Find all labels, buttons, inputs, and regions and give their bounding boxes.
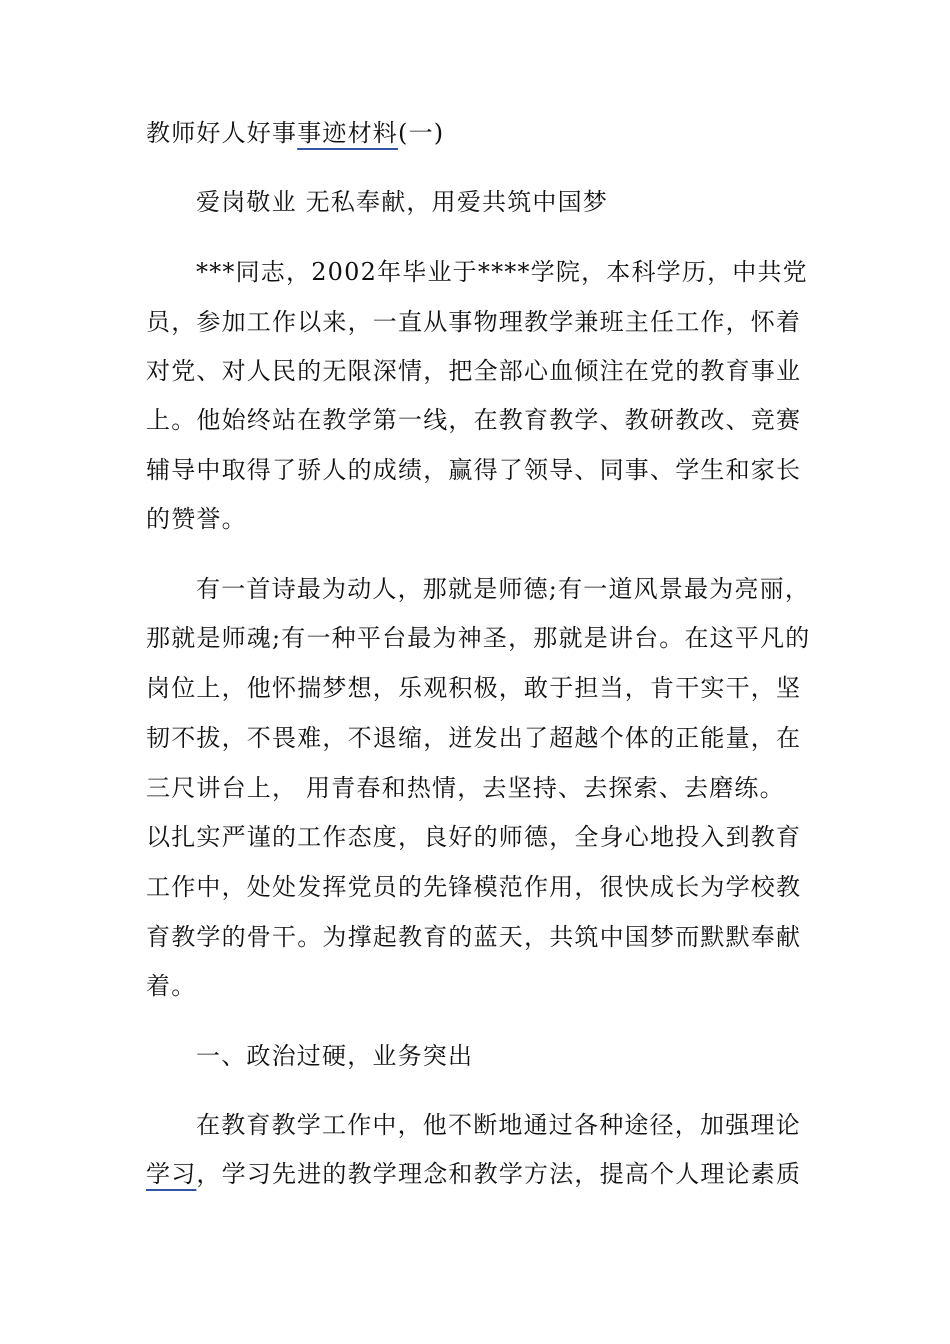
title-text: 教师好人好事 <box>146 119 298 147</box>
section-heading: 一、政治过硬，业务突出 <box>196 1042 474 1070</box>
paragraph-line: 着。 <box>146 972 197 1000</box>
paragraph-line: 的赞誉。 <box>146 505 247 533</box>
paragraph-line: 有一首诗最为动人，那就是师德;有一道风景最为亮丽， <box>196 575 811 603</box>
paragraph-line: 以扎实严谨的工作态度，良好的师德，全身心地投入到教育 <box>146 823 802 851</box>
paragraph-line: ***同志，2002年毕业于****学院，本科学历，中共党 <box>196 258 808 286</box>
paragraph-line: 岗位上，他怀揣梦想，乐观积极，敢于担当，肯干实干，坚 <box>146 674 802 702</box>
document-title <box>146 116 444 150</box>
paragraph-line <box>146 1157 801 1191</box>
paragraph-line: 员，参加工作以来，一直从事物理教学兼班主任工作，怀着 <box>146 308 802 336</box>
paragraph-text: ，学习先进的教学理念和教学方法，提高个人理论素质 <box>196 1160 802 1188</box>
document-subtitle: 爱岗敬业 无私奉献，用爱共筑中国梦 <box>196 188 609 216</box>
paragraph-line: 在教育教学工作中，他不断地通过各种途径，加强理论 <box>196 1111 801 1139</box>
paragraph-line: 上。他始终站在教学第一线，在教育教学、教研教改、竞赛 <box>146 406 802 434</box>
paragraph-line: 韧不拔，不畏难，不退缩，迸发出了超越个体的正能量，在 <box>146 724 802 752</box>
title-suffix: (一) <box>398 119 445 147</box>
paragraph-line: 辅导中取得了骄人的成绩，赢得了领导、同事、学生和家长 <box>146 456 802 484</box>
paragraph-line: 工作中，处处发挥党员的先锋模范作用，很快成长为学校教 <box>146 873 802 901</box>
title-link[interactable]: 事迹材料 <box>297 119 399 147</box>
paragraph-line: 那就是师魂;有一种平台最为神圣，那就是讲台。在这平凡的 <box>146 624 811 652</box>
paragraph-line: 育教学的骨干。为撑起教育的蓝天，共筑中国梦而默默奉献 <box>146 923 802 951</box>
study-link[interactable]: 学习 <box>146 1160 197 1188</box>
paragraph-line: 三尺讲台上， 用青春和热情，去坚持、去探索、去磨练。 <box>146 774 785 802</box>
paragraph-line: 对党、对人民的无限深情，把全部心血倾注在党的教育事业 <box>146 357 802 385</box>
